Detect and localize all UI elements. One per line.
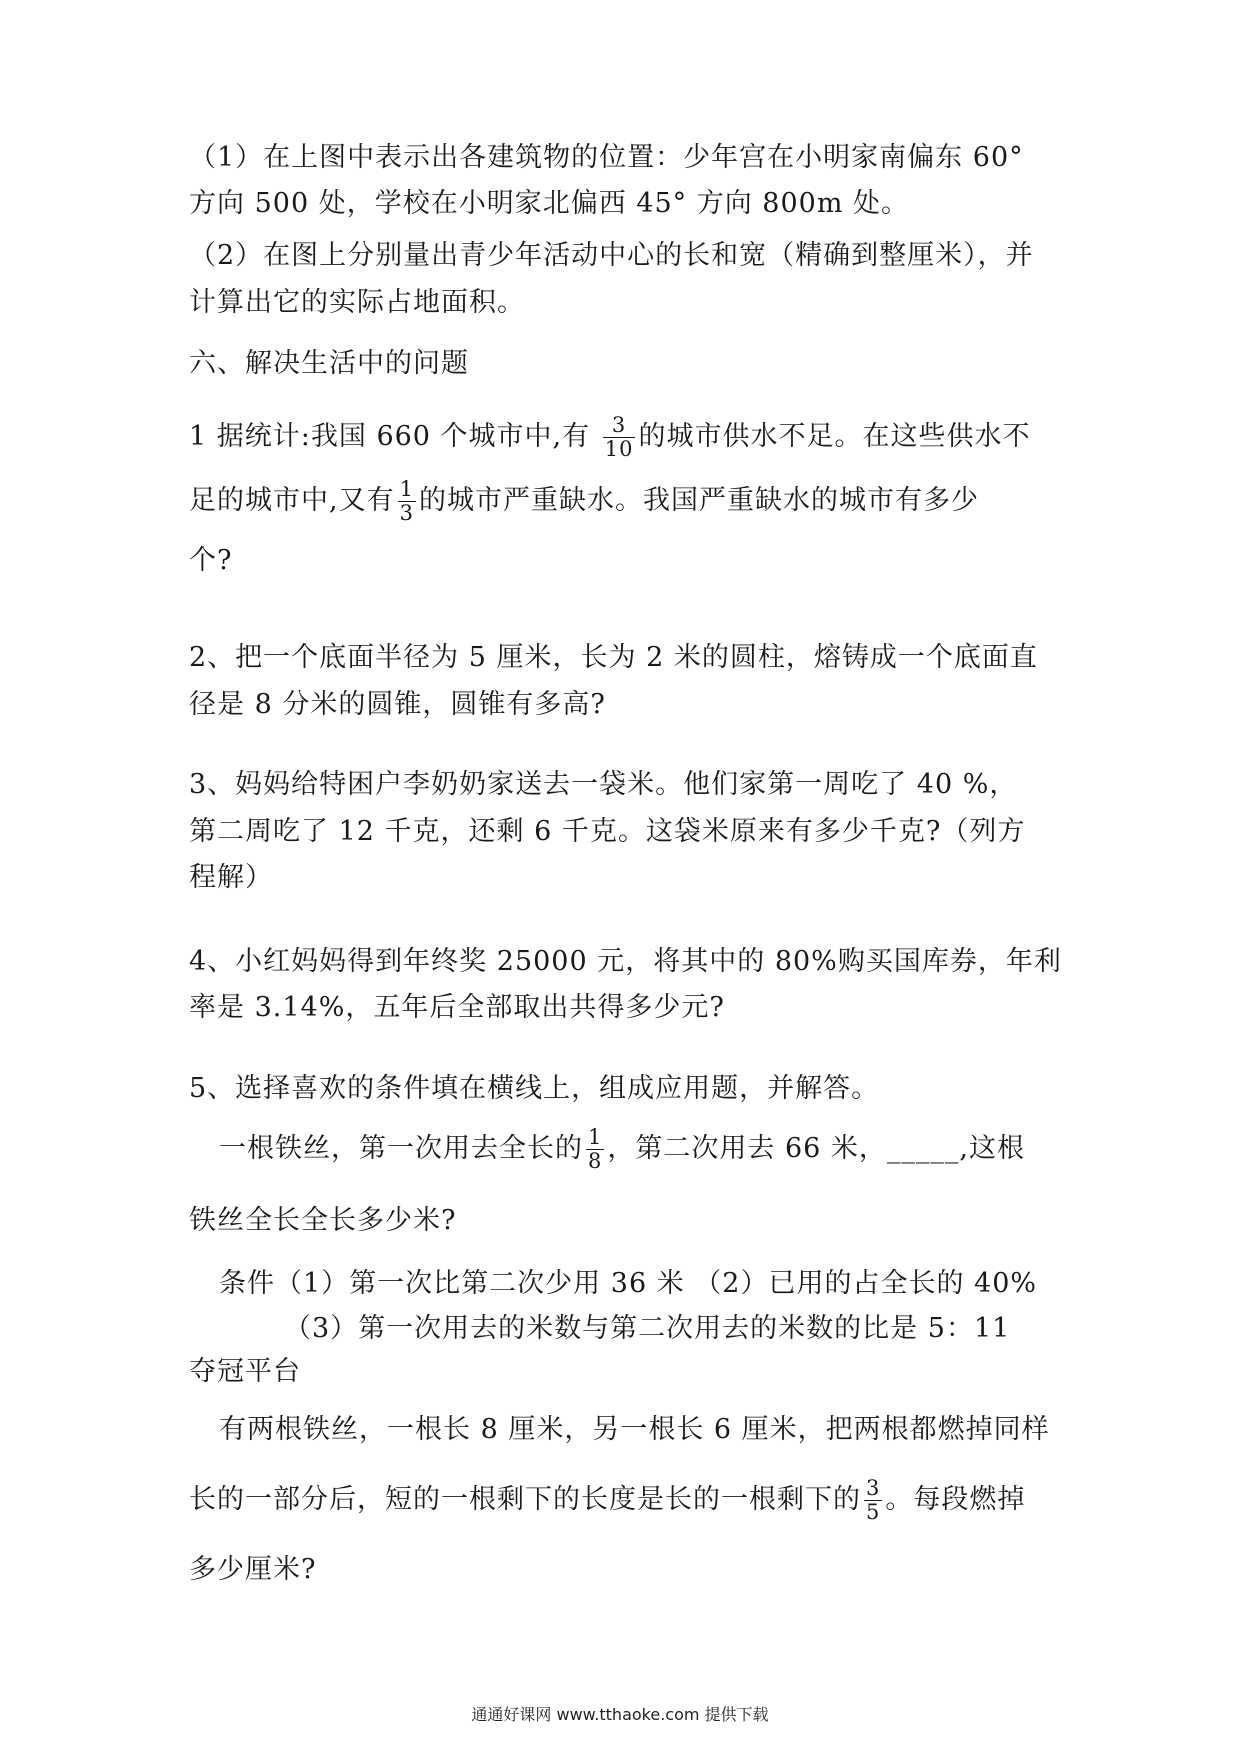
problem-1-text-post: 的城市严重缺水。我国严重缺水的城市有多少 (418, 485, 979, 516)
challenge-line-a: 有两根铁丝，一根长 8 厘米，另一根长 6 厘米，把两根都燃掉同样 (219, 1414, 1050, 1445)
fraction-1-3 (398, 478, 416, 525)
footer-credit: 通通好课网 www.tthaoke.com 提供下载 (471, 1705, 769, 1724)
question-1-line-a: （1）在上图中表示出各建筑物的位置：少年宫在小明家南偏东 60° (189, 142, 1024, 173)
problem-4-line-a: 4、小红妈妈得到年终奖 25000 元，将其中的 80%购买国库券，年利 (189, 946, 1062, 977)
problem-1-line-a (189, 414, 1030, 461)
question-2-line-b: 计算出它的实际占地面积。 (189, 287, 525, 318)
problem-5-line-b (219, 1126, 1025, 1173)
fraction-denominator: 3 (399, 501, 414, 525)
section-heading: 六、解决生活中的问题 (189, 348, 469, 379)
fraction-numerator: 3 (866, 1476, 881, 1500)
fraction-numerator: 3 (611, 413, 627, 437)
problem-3-line-b: 第二周吃了 12 千克，还剩 6 千克。这袋米原来有多少千克?（列方 (189, 816, 1026, 847)
problem-1-line-b (189, 478, 979, 525)
condition-1-2: 条件（1）第一次比第二次少用 36 米 （2）已用的占全长的 40% (219, 1268, 1038, 1299)
challenge-heading: 夺冠平台 (189, 1356, 301, 1387)
problem-4-line-b: 率是 3.14%，五年后全部取出共得多少元? (189, 992, 725, 1023)
question-2-line-a: （2）在图上分别量出青少年活动中心的长和宽（精确到整厘米），并 (189, 240, 1034, 271)
challenge-line-b (189, 1477, 1025, 1524)
fraction-denominator: 8 (588, 1149, 603, 1173)
problem-2-line-b: 径是 8 分米的圆锥，圆锥有多高? (189, 689, 606, 720)
problem-1-text-pre: 1 据统计:我国 660 个城市中,有 (189, 421, 600, 452)
challenge-text-pre: 长的一部分后，短的一根剩下的长度是长的一根剩下的 (189, 1484, 861, 1515)
challenge-line-c: 多少厘米? (189, 1554, 317, 1585)
fraction-3-5 (864, 1477, 882, 1524)
fraction-1-8 (586, 1126, 604, 1173)
fraction-numerator: 1 (399, 477, 414, 501)
fraction-denominator: 10 (604, 437, 634, 461)
problem-3-line-a: 3、妈妈给特困户李奶奶家送去一袋米。他们家第一周吃了 40 %， (189, 769, 1018, 800)
problem-3-line-c: 程解） (189, 862, 273, 893)
fraction-numerator: 1 (588, 1125, 603, 1149)
challenge-text-post: 。每段燃掉 (885, 1484, 1026, 1515)
problem-5-text-post: ，第二次用去 66 米，_____,这根 (607, 1133, 1025, 1164)
problem-5-text-pre: 一根铁丝，第一次用去全长的 (219, 1133, 583, 1164)
problem-5-line-a: 5、选择喜欢的条件填在横线上，组成应用题，并解答。 (189, 1073, 880, 1104)
fraction-denominator: 5 (866, 1500, 881, 1524)
problem-2-line-a: 2、把一个底面半径为 5 厘米，长为 2 米的圆柱，熔铸成一个底面直 (189, 642, 1038, 673)
problem-1-text-pre: 足的城市中,又有 (189, 485, 395, 516)
question-1-line-b: 方向 500 处，学校在小明家北偏西 45° 方向 800m 处。 (189, 188, 910, 219)
problem-1-text-post: 的城市供水不足。在这些供水不 (638, 421, 1031, 452)
problem-5-line-c: 铁丝全长全长多少米? (189, 1205, 457, 1236)
condition-3: （3）第一次用去的米数与第二次用去的米数的比是 5：11 (284, 1313, 1011, 1344)
fraction-3-10 (603, 414, 636, 461)
problem-1-line-c: 个? (189, 545, 233, 576)
